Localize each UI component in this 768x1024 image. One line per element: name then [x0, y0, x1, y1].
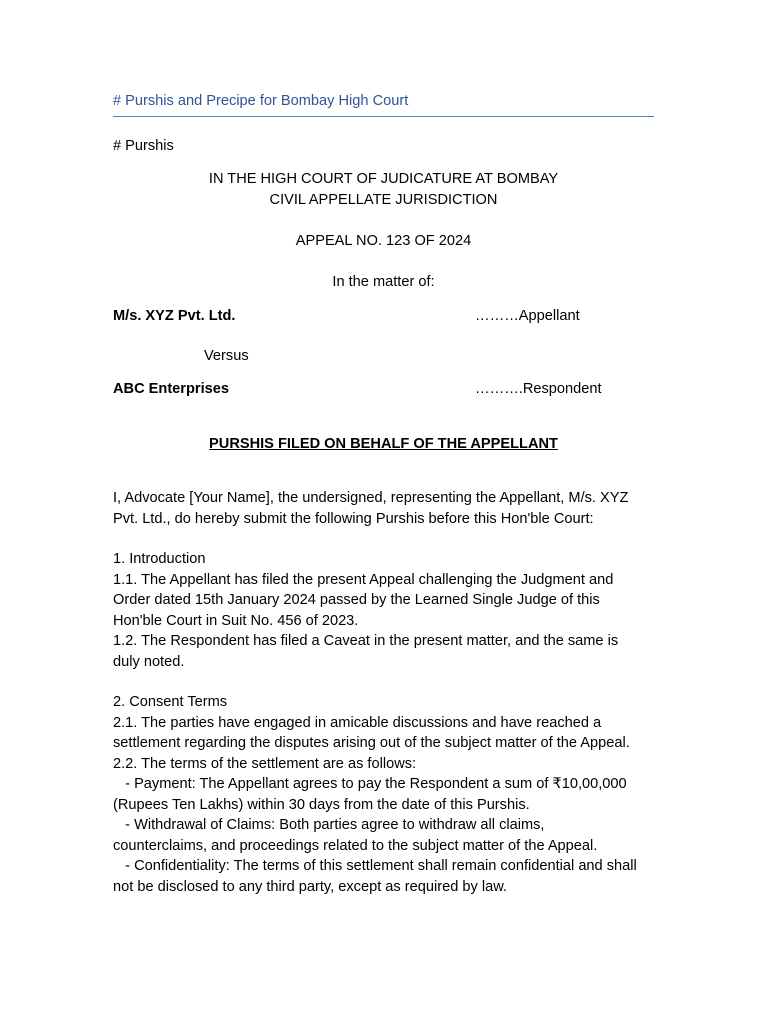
- section1-line: duly noted.: [113, 653, 185, 670]
- document-heading: # Purshis and Precipe for Bombay High Court: [113, 91, 654, 117]
- intro-paragraph: [113, 488, 658, 529]
- section2-line: - Confidentiality: The terms of this settlement shall remain confidential and shall: [113, 858, 637, 874]
- intro-line: I, Advocate [Your Name], the undersigned, representing the Appellant, M/s. XYZ: [113, 490, 629, 506]
- respondent-role: ……….Respondent: [475, 381, 602, 397]
- appeal-number: APPEAL NO. 123 OF 2024: [295, 233, 472, 249]
- jurisdiction: CIVIL APPELLATE JURISDICTION: [269, 192, 498, 208]
- section1-line: 1.2. The Respondent has filed a Caveat in the present matter, and the same is: [113, 633, 619, 649]
- document-title-text: PURSHIS FILED ON BEHALF OF THE APPELLANT: [209, 436, 558, 452]
- document-title: [113, 434, 654, 455]
- versus-label: Versus: [204, 348, 249, 364]
- section2-line: (Rupees Ten Lakhs) within 30 days from the date of this Purshis.: [113, 796, 530, 813]
- section2-line: not be disclosed to any third party, except as required by law.: [113, 878, 507, 895]
- section2-line: - Withdrawal of Claims: Both parties agree to withdraw all claims,: [113, 817, 545, 833]
- appellant-name: M/s. XYZ Pvt. Ltd.: [113, 308, 236, 324]
- intro-line: Pvt. Ltd., do hereby submit the following Purshis before this Hon'ble Court:: [113, 510, 594, 527]
- section2-line: counterclaims, and proceedings related to the subject matter of the Appeal.: [113, 837, 598, 854]
- section1-line: Order dated 15th January 2024 passed by the Learned Single Judge of this: [113, 592, 600, 608]
- appellant-role: ………Appellant: [475, 308, 580, 324]
- section2-line: 2.2. The terms of the settlement are as follows:: [113, 755, 417, 772]
- section2-line: - Payment: The Appellant agrees to pay the Respondent a sum of ₹10,00,000: [113, 776, 627, 792]
- section2-line: settlement regarding the disputes arising out of the subject matter of the Appeal.: [113, 735, 630, 751]
- section2-line: 2.1. The parties have engaged in amicable discussions and have reached a: [113, 714, 602, 731]
- section1-line: 1.1. The Appellant has filed the present Appeal challenging the Judgment and: [113, 571, 614, 588]
- respondent-name: ABC Enterprises: [113, 381, 229, 397]
- section-introduction: [113, 549, 658, 672]
- section1-line: Hon'ble Court in Suit No. 456 of 2023.: [113, 612, 359, 629]
- section1-heading: 1. Introduction: [113, 551, 206, 567]
- section2-heading: 2. Consent Terms: [113, 694, 228, 710]
- court-name: IN THE HIGH COURT OF JUDICATURE AT BOMBAY: [208, 171, 559, 187]
- matter-intro: In the matter of:: [332, 274, 435, 290]
- purshis-subheading: # Purshis: [113, 138, 174, 154]
- section-consent-terms: [113, 692, 658, 897]
